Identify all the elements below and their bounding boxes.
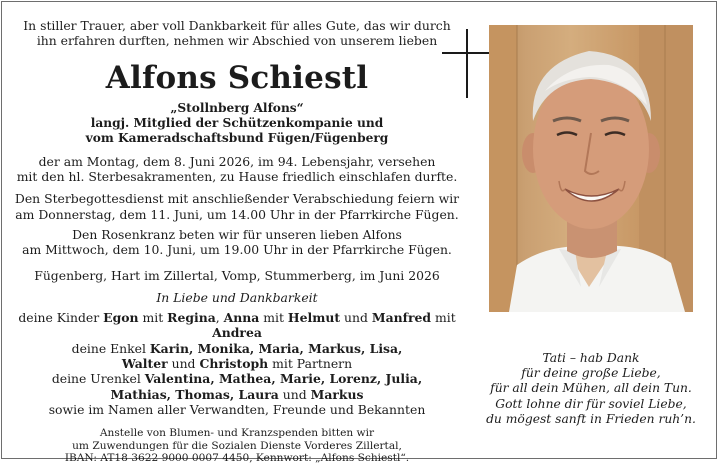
poem xyxy=(480,351,702,427)
intro-line-2: ihn erfahren durften, nehmen wir Abschied von unserem lieben xyxy=(36,33,438,49)
rosary-line-2: am Mittwoch, dem 10. Juni, um 19.00 Uhr in der Pfarrkirche Fügen. xyxy=(22,242,452,258)
children-line: deine Kinder Egon mit Regina, Anna mit Helmut und Manfred mit Andrea xyxy=(18,310,456,341)
place-date: Fügenberg, Hart im Zillertal, Vomp, Stummerberg, im Juni 2026 xyxy=(34,267,440,283)
great-grandchildren-line-2 xyxy=(10,387,464,402)
partner-name: Andrea xyxy=(212,325,262,341)
donation-line-3: IBAN: AT18 3622 9000 0007 4450, Kennwort: „Alfons Schiestl“. xyxy=(64,452,410,464)
conj-and: und xyxy=(282,386,307,402)
great-grandchildren-names: Mathias, Thomas, Laura xyxy=(110,386,279,402)
grandchildren-names: Karin, Monika, Maria, Markus, Lisa, xyxy=(149,340,403,356)
notice-text-column xyxy=(10,18,464,464)
love-gratitude: In Liebe und Dankbarkeit xyxy=(156,289,318,305)
intro-line-1: In stiller Trauer, aber voll Dankbarkeit für alles Gute, das wir durch xyxy=(23,18,451,33)
funeral-line-2: am Donnerstag, dem 11. Juni, um 14.00 Uhr in der Pfarrkirche Fügen. xyxy=(15,206,459,222)
death-notice xyxy=(10,154,464,185)
poem-line-2: für deine große Liebe, xyxy=(521,366,661,381)
intro-text xyxy=(10,18,464,49)
poem-line-1: Tati – hab Dank xyxy=(542,351,640,365)
donation-line-1: Anstelle von Blumen- und Kranzspenden bitten wir xyxy=(99,427,375,440)
membership-line-2: vom Kameradschaftsbund Fügen/Fügenberg xyxy=(85,131,389,146)
child-name: Manfred xyxy=(371,310,432,326)
death-notice-line-2: mit den hl. Sterbesakramenten, zu Hause friedlich einschlafen durfte. xyxy=(16,169,458,185)
nickname: „Stollnberg Alfons“ xyxy=(170,100,304,115)
great-grandchildren-names: Valentina, Mathea, Marie, Lorenz, Julia, xyxy=(144,371,423,387)
membership-line-1: langj. Mitglied der Schützenkompanie und xyxy=(90,116,384,130)
conj-with: mit xyxy=(263,310,284,326)
conj-with: mit xyxy=(142,310,164,326)
death-notice-line-1: der am Montag, dem 8. Juni 2026, im 94. Lebensjahr, versehen xyxy=(38,153,436,169)
partner-name: Helmut xyxy=(287,310,341,326)
portrait-photo xyxy=(489,25,693,312)
conj-and: und xyxy=(171,356,196,372)
deceased-details xyxy=(10,101,464,147)
conj-and: und xyxy=(344,310,368,326)
grandchild-name: Walter xyxy=(121,356,168,372)
funeral-service xyxy=(10,191,464,222)
cross-icon xyxy=(442,29,490,98)
donation-line-2: um Zuwendungen für die Sozialen Dienste Vorderes Zillertal, xyxy=(72,439,402,452)
funeral-line-1: Den Sterbegottesdienst mit anschließender Verabschiedung feiern wir xyxy=(14,191,460,207)
deceased-name: Alfons Schiestl xyxy=(105,59,369,96)
grandchild-name: Christoph xyxy=(199,356,269,372)
grandchildren-line-2 xyxy=(10,356,464,371)
relatives-line: sowie im Namen aller Verwandten, Freunde und Bekannten xyxy=(48,401,426,417)
rosary-line-1: Den Rosenkranz beten wir für unseren lieben Alfons xyxy=(72,227,402,242)
children-prefix: deine Kinder xyxy=(18,310,100,326)
obituary-notice xyxy=(1,1,717,464)
rosary-prayer xyxy=(10,227,464,258)
grandchildren-line-1 xyxy=(10,341,464,356)
great-grandchildren-prefix: deine Urenkel xyxy=(51,371,141,387)
grandchildren-suffix: mit Partnern xyxy=(272,356,353,372)
poem-line-3: für all dein Mühen, all dein Tun. xyxy=(490,381,692,396)
great-grandchildren-line-1 xyxy=(10,371,464,386)
poem-line-5: du mögest sanft in Frieden ruh’n. xyxy=(486,411,696,426)
great-grandchild-name: Markus xyxy=(310,386,364,402)
partner-name: Regina xyxy=(167,310,216,326)
child-name: Egon xyxy=(103,310,139,326)
family-list xyxy=(10,310,464,417)
grandchildren-prefix: deine Enkel xyxy=(71,340,146,356)
child-name: Anna xyxy=(223,310,260,326)
donation-request xyxy=(10,427,464,464)
conj-with: mit xyxy=(434,310,456,326)
poem-line-4: Gott lohne dir für soviel Liebe, xyxy=(495,396,687,411)
